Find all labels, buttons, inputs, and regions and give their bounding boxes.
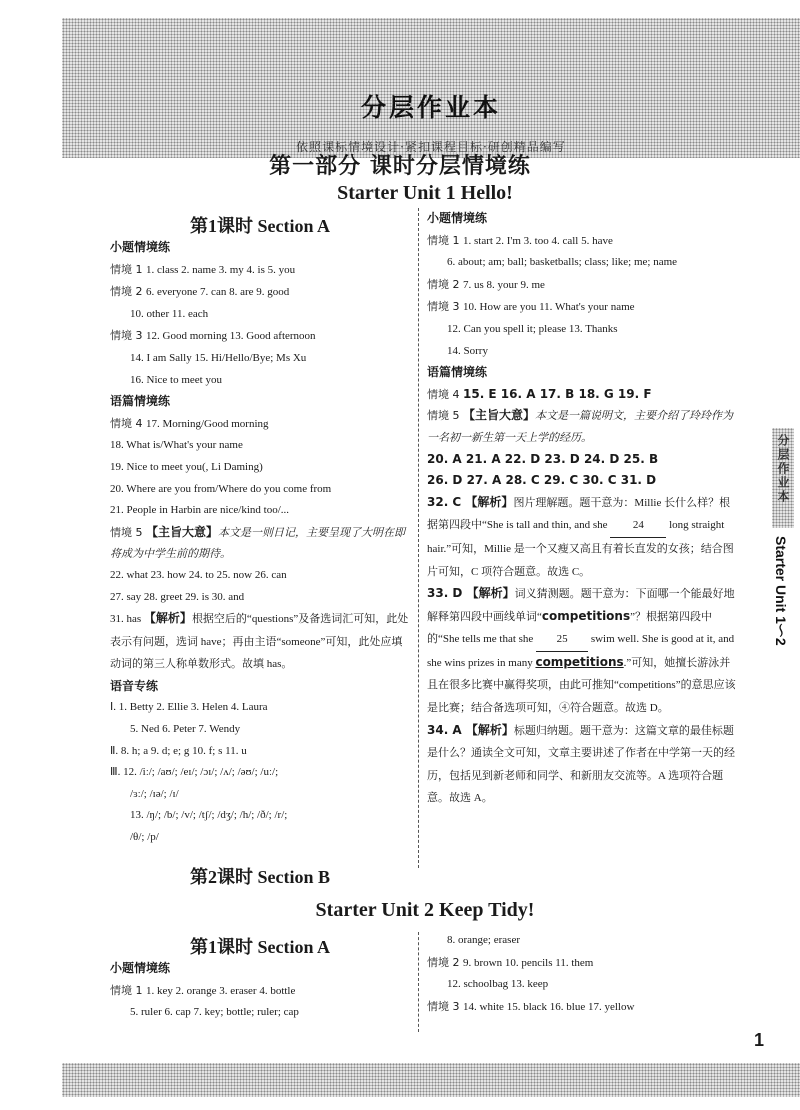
right-column [427, 208, 739, 810]
situation-label: 情境 5 [427, 409, 460, 423]
answer-text: 12. Can you spell it; please 13. Thanks [447, 322, 618, 335]
section-heading-yupian: 语篇情境练 [110, 394, 171, 409]
page-number: 1 [754, 1030, 765, 1050]
answer-text: 22. what 23. how 24. to 25. now 26. can [110, 568, 287, 581]
blank-24: 24 [610, 515, 666, 538]
answer-text: 10. How are you 11. What's your name [463, 301, 635, 314]
answer-text: 26. D 27. A 28. C 29. C 30. C 31. D [427, 473, 657, 488]
answer-text: 16. Nice to meet you [130, 373, 222, 386]
header-band [62, 18, 800, 158]
unit2-title: Starter Unit 2 Keep Tidy! [315, 899, 535, 921]
tag-main-idea: 【主旨大意】 [146, 524, 219, 539]
answer-line [110, 980, 410, 1003]
situation-label: 情境 5 [110, 525, 143, 539]
side-tab [772, 428, 794, 528]
situation-label: 情境 4 [427, 387, 460, 401]
answer-text: 21. People in Harbin are nice/kind too/... [110, 504, 290, 517]
explanation-text: ”？根据第四段中的“She tells me that she [427, 610, 712, 646]
book-title: 分层作业本 [360, 93, 501, 122]
answer-line [427, 996, 739, 1019]
answer-line [110, 413, 410, 436]
question-number: 31. has [110, 613, 144, 626]
answer-text: 10. other 11. each [130, 307, 209, 320]
answer-text: 5. ruler 6. cap 7. key; bottle; ruler; cap [130, 1006, 299, 1019]
explanation-text: 图片理解题。题干意为：Millie 长什么样？根据第四段中“She is tall and thin, and she [427, 496, 731, 532]
unit1-lesson2-title: 第2课时 Section B [189, 867, 330, 887]
tag-analysis: 【解析】 [466, 586, 515, 601]
explanation-block [427, 720, 739, 810]
answer-line [427, 230, 739, 253]
situation-label: 情境 2 [427, 955, 460, 969]
answer-text: 6. about; am; ball; basketballs; class; like; me; name [447, 256, 678, 269]
answer-text: 7. us 8. your 9. me [463, 278, 545, 291]
answer-line [427, 384, 739, 406]
answer-text: 9. brown 10. pencils 11. them [463, 956, 594, 969]
section-heading-xiaoti: 小题情境练 [110, 240, 171, 254]
unit1-title: Starter Unit 1 Hello! [337, 182, 513, 204]
situation-label: 情境 1 [427, 233, 460, 247]
question-number: 34. A [427, 722, 466, 737]
summary-block [427, 405, 739, 448]
explanation-text: long straight hair.”可知，Millie 是一个又瘦又高且有着长直发的女孩；结合图片可知，C 项符合题意。故选 C。 [427, 519, 734, 578]
tag-main-idea: 【主旨大意】 [463, 408, 536, 423]
answer-text: 6. everyone 7. can 8. are 9. good [146, 286, 290, 299]
unit2-right-column [427, 930, 739, 1018]
column-divider [418, 208, 419, 868]
situation-label: 情境 2 [110, 285, 143, 299]
answer-text: 14. I am Sally 15. Hi/Hello/Bye; Ms Xu [130, 351, 307, 364]
situation-label: 情境 2 [427, 277, 460, 291]
summary-text: 本文是一篇说明文，主要介绍了玲玲作为一名初一新生第一天上学的经历。 [427, 409, 734, 444]
footer-band [62, 1063, 800, 1097]
answer-text: 20. A 21. A 22. D 23. D 24. D 25. B [427, 451, 659, 466]
answer-line [427, 952, 739, 975]
summary-block [110, 522, 410, 565]
answer-text: 20. Where are you from/Where do you come from [110, 482, 332, 495]
tag-analysis: 【解析】 [143, 611, 192, 626]
underlined-keyword: competitions [535, 654, 624, 669]
part-title: 第一部分 课时分层情境练 [269, 154, 531, 179]
answer-text: 19. Nice to meet you(, Li Daming) [110, 460, 263, 473]
answer-text: /θ/; /p/ [130, 831, 159, 844]
side-tab-label: 分层作业本 [776, 434, 790, 504]
explanation-text: 词义猜测题。题干意为：下面哪一个能最好地解释第四段中画线单词“ [427, 588, 735, 623]
unit2-left-column [110, 958, 410, 1024]
answer-line [110, 259, 410, 282]
side-unit-label: Starter Unit 1～2 [773, 536, 789, 646]
situation-label: 情境 3 [110, 329, 143, 343]
unit2-lesson1-title: 第1课时 Section A [189, 937, 330, 957]
answer-text: 17. Morning/Good morning [146, 417, 269, 430]
answer-text: Ⅱ. 8. h; a 9. d; e; g 10. f; s 11. u [110, 744, 247, 757]
tag-analysis: 【解析】 [465, 722, 514, 737]
section-heading-xiaoti: 小题情境练 [110, 961, 171, 975]
situation-label: 情境 1 [110, 262, 143, 276]
section-heading-yupian: 语篇情境练 [427, 365, 488, 380]
explanation-text: swim well. She is good at it, and she wins prizes in many [427, 633, 735, 669]
answer-text: Ⅲ. 12. /iː/; /aʊ/; /eɪ/; /ɔɪ/; /ʌ/; /əʊ/; /uː/; [110, 766, 279, 779]
answer-line [110, 281, 410, 304]
answer-text: 12. Good morning 13. Good afternoon [146, 330, 316, 343]
answer-text: 8. orange; eraser [447, 934, 520, 946]
tag-analysis: 【解析】 [465, 494, 514, 509]
summary-text: 本文是一则日记，主要呈现了大明在即将成为中学生前的期待。 [110, 525, 406, 561]
situation-label: 情境 3 [427, 999, 460, 1013]
situation-label: 情境 4 [110, 416, 143, 430]
explanation-text: .”可知，她擅长游泳并且在很多比赛中赢得奖项，由此可推知“competitions”的意思应该是比赛；结合备选项可知，④符合题意。故选 D。 [427, 656, 736, 715]
question-number: 32. C [427, 494, 466, 509]
answer-text: 18. What is/What's your name [110, 439, 243, 452]
answer-text: /ɜː/; /ɪə/; /ɪ/ [130, 787, 179, 800]
situation-label: 情境 1 [110, 983, 143, 997]
answer-text: Ⅰ. 1. Betty 2. Ellie 3. Helen 4. Laura [110, 701, 268, 714]
answer-line [427, 296, 739, 319]
explanation-text: 标题归纳题。题干意为：这篇文章的最佳标题是什么？通读全文可知，文章主要讲述了作者在中学第一天的经历，包括见到新老师和同学、和新朋友交流等。A 选项符合题意。故选 A。 [427, 724, 735, 805]
answer-text: 1. class 2. name 3. my 4. is 5. you [146, 263, 296, 276]
unit1-lesson1-title: 第1课时 Section A [189, 216, 330, 236]
section-heading-yuyin: 语音专练 [110, 678, 159, 693]
answer-text: 27. say 28. greet 29. is 30. and [110, 590, 245, 603]
answer-line [110, 325, 410, 348]
book-subtitle: 依照课标情境设计·紧扣课程目标·研创精品编写 [296, 140, 566, 154]
situation-label: 情境 3 [427, 300, 460, 314]
explanation-block [110, 608, 410, 676]
answer-text: 13. /ŋ/; /b/; /v/; /tʃ/; /dʒ/; /h/; /ð/; /r/; [130, 809, 288, 822]
answer-line [427, 274, 739, 297]
answer-text: 15. E 16. A 17. B 18. G 19. F [463, 386, 652, 401]
left-column [110, 237, 410, 849]
answer-text: 5. Ned 6. Peter 7. Wendy [130, 723, 241, 736]
question-number: 33. D [427, 586, 467, 601]
keyword: competitions [541, 608, 631, 623]
section-heading-xiaoti: 小题情境练 [427, 211, 488, 225]
answer-text: 1. key 2. orange 3. eraser 4. bottle [146, 984, 296, 997]
explanation-text: 根据空后的“questions”及备选词汇可知，此处表示有问题，选词 have；再由主语“someone”可知，此处应填动词的第三人称单数形式。故填 has。 [110, 613, 409, 671]
answer-text: 1. start 2. I'm 3. too 4. call 5. have [463, 234, 613, 247]
answer-text: 14. Sorry [447, 344, 488, 357]
column-divider [418, 932, 419, 1032]
blank-25: 25 [536, 629, 588, 652]
explanation-block [427, 583, 739, 720]
explanation-block [427, 492, 739, 583]
answer-text: 12. schoolbag 13. keep [447, 978, 549, 991]
answer-text: 14. white 15. black 16. blue 17. yellow [463, 1000, 635, 1013]
